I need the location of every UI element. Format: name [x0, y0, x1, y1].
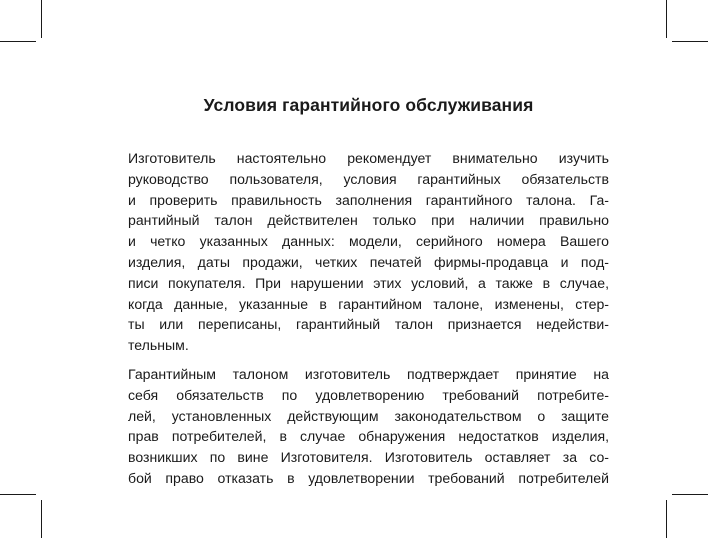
text-line: и четко указанных данных: модели, серийного номера Вашего: [128, 233, 609, 250]
crop-mark-bottom-right-vertical: [666, 500, 667, 538]
text-line: изделия, даты продажи, четких печатей фирмы-продавца и под-: [128, 253, 609, 270]
text-line: и проверить правильность заполнения гарантийного талона. Га-: [128, 191, 609, 208]
crop-mark-top-right-horizontal: [672, 41, 708, 42]
text-line: руководство пользователя, условия гарантийных обязательств: [128, 170, 609, 187]
page-title: Условия гарантийного обслуживания: [203, 95, 534, 115]
text-line: Изготовитель настоятельно рекомендует внимательно изучить: [128, 150, 609, 166]
text-line: лей, установленных действующим законодательством о защите: [128, 407, 609, 424]
text-line: тельным.: [128, 337, 189, 354]
crop-mark-top-right-vertical: [666, 0, 667, 38]
text-line: писи покупателя. При нарушении этих условий, а также в случае,: [128, 274, 609, 291]
text-line: себя обязательств по удовлетворению требований потребите-: [128, 386, 609, 403]
text-line: когда данные, указанные в гарантийном талоне, изменены, стер-: [128, 295, 609, 312]
paragraph-spacer: [128, 356, 609, 364]
paragraph-warranty-obligations: [128, 364, 609, 489]
crop-mark-top-left-vertical: [41, 0, 42, 38]
document-body: [128, 148, 609, 489]
text-line: бой право отказать в удовлетворении требований потребителей: [128, 469, 609, 486]
paragraph-manufacturer-recommendation: [128, 148, 609, 356]
text-line: прав потребителей, в случае обнаружения недостатков изделия,: [128, 428, 609, 445]
text-line: рантийный талон действителен только при наличии правильно: [128, 212, 609, 229]
crop-mark-bottom-left-horizontal: [0, 494, 36, 495]
crop-mark-bottom-right-horizontal: [672, 494, 708, 495]
crop-mark-top-left-horizontal: [0, 41, 36, 42]
crop-mark-bottom-left-vertical: [41, 500, 42, 538]
text-line: ты или переписаны, гарантийный талон признается недействи-: [128, 316, 609, 333]
text-line: возникших по вине Изготовителя. Изготовитель оставляет за со-: [128, 449, 609, 466]
text-line: Гарантийным талоном изготовитель подтверждает принятие на: [128, 365, 609, 382]
